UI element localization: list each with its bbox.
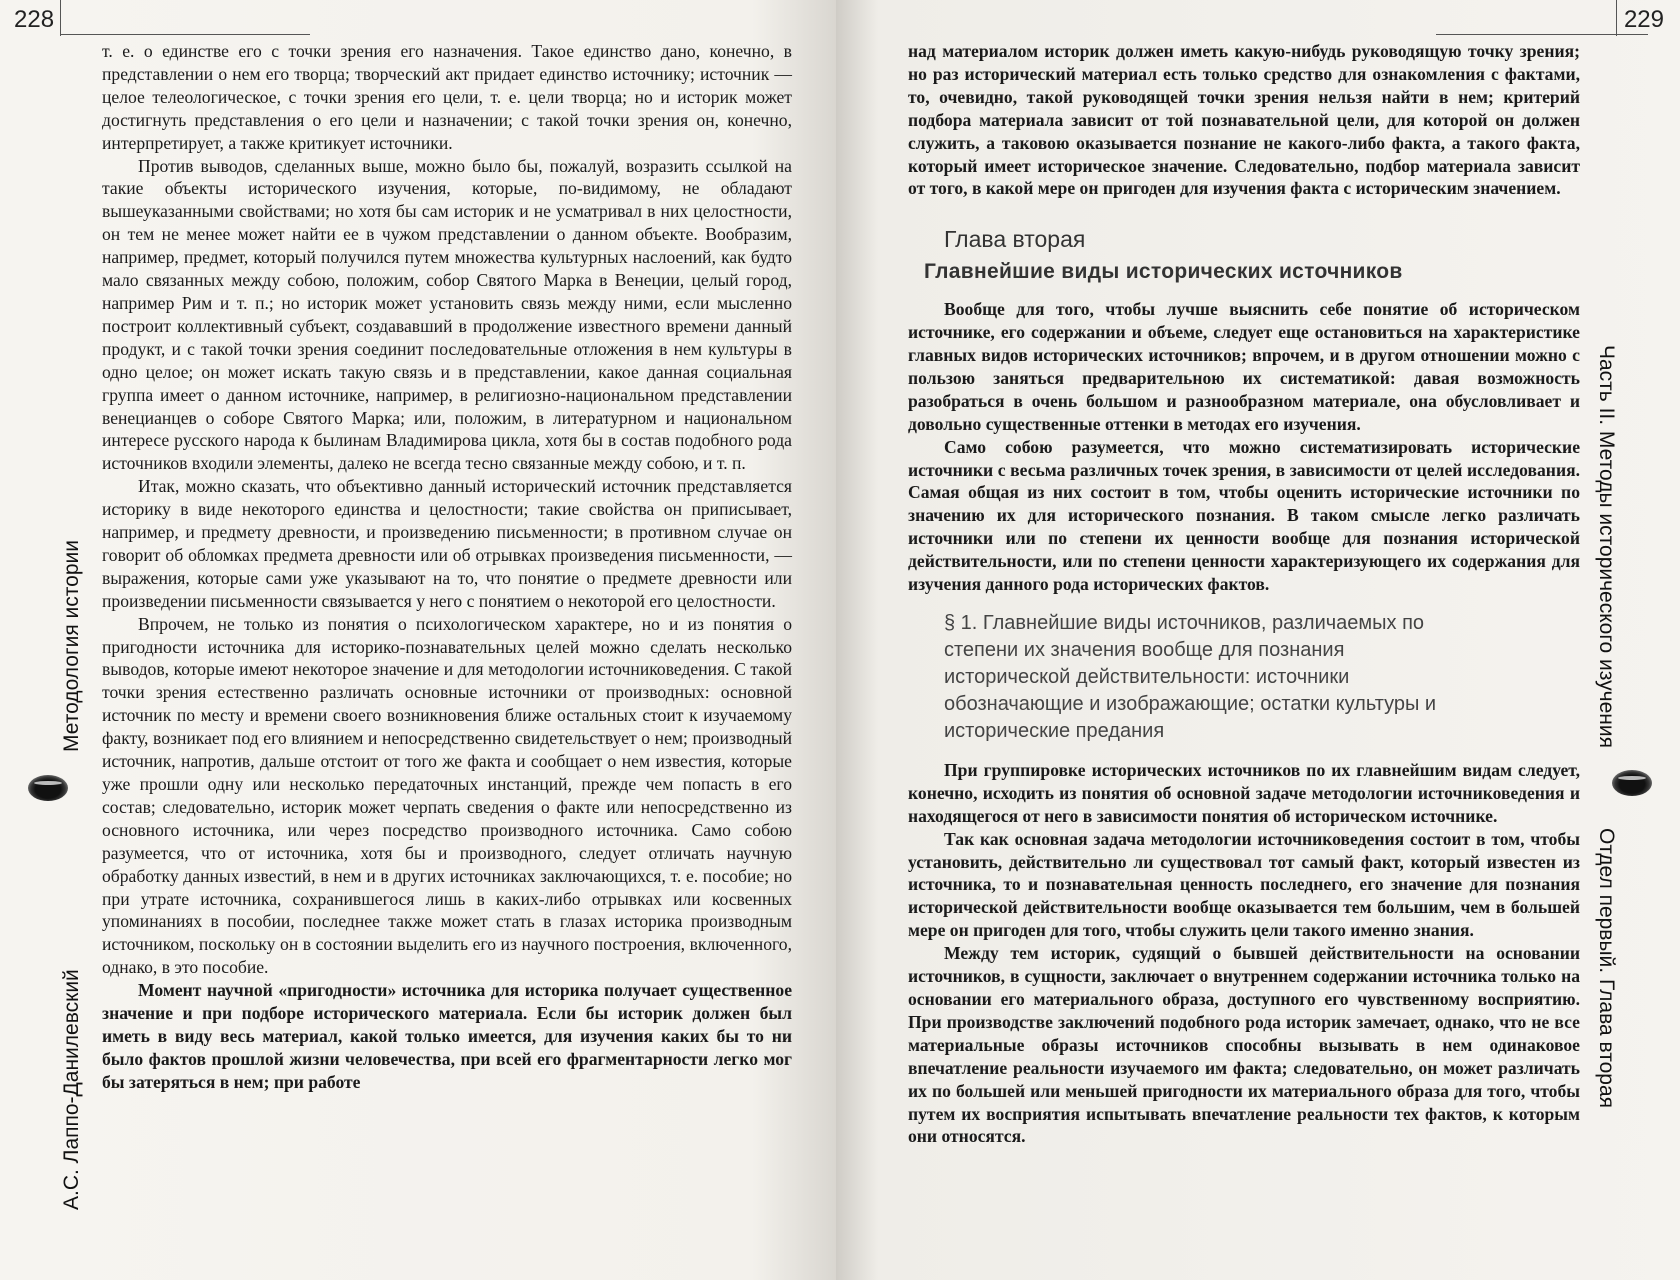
left-page-number: 228: [14, 6, 55, 33]
left-running-head: Методология истории: [60, 540, 83, 752]
section-paragraph-2: Так как основная задача методологии источниковедения состоит в том, чтобы установить, действительно ли существовал тот самый факт, который известен из источника, то и познавательная ценность последнего, его значение для познания исторической действительности вообще оказывается тем большим, чем в большей мере он пригоден для того, чтобы служить цели такого именно знания.: [908, 828, 1580, 941]
right-body-text: [908, 40, 1580, 1148]
section-paragraph-3: Между тем историк, судящий о бывшей действительности на основании источников, в сущности, заключает о внутреннем содержании источника только на основании его материального образа, доступного его чувственному восприятию. При производстве заключений подобного рода историк замечает, однако, что не все материальные образы источников способны вызывать в нем одинаковое впечатление реальности изучаемого им факта; следовательно, он может различать их по большей или меньшей пригодности их материального образа для того, чтобы путем их восприятия испытывать впечатление реальности тех фактов, к которым они относятся.: [908, 943, 1580, 1147]
publisher-logo-left: [28, 775, 68, 801]
left-paragraph-3: Итак, можно сказать, что объективно данный исторический источник представляется историку в виде некоторого единства и целостности; такие свойства он приписывает, например, и предмету древности, и произведению письменности; в противном случае он говорит об обломках предмета древности или об отрывках произведения письменности, — выражения, которые сами уже указывают на то, что понятие о предмете древности или произведении письменности связывается у него с понятием о некоторой его целостности.: [102, 476, 792, 611]
right-running-head: Часть II. Методы исторического изучения: [1595, 345, 1618, 748]
right-intro-paragraph: над материалом историк должен иметь какую-нибудь руководящую точку зрения; но раз исторический материал есть только средство для ознакомления с фактами, то, очевидно, такой руководящей точки зрения нельзя найти в нем; критерий подбора материала зависит от той познавательной цели, для которой он должен служить, а таковою оказывается познание не какого-либо факта, а такого факта, который имеет историческое значение. Следовательно, подбор материала зависит от того, в какой мере он пригоден для изучения факта с историческим значением.: [908, 41, 1580, 199]
right-page-number: 229: [1623, 6, 1664, 33]
left-header-tick: [60, 0, 61, 36]
chapter-paragraph-1: Вообще для того, чтобы лучше выяснить себе понятие об историческом источнике, его содержании и объеме, следует еще остановиться на характеристике главных видов исторических источников; впрочем, и в другом отношении можно с пользою заняться предварительною их систематикой: давая возможность разобраться в очень большом и разнообразном материале, она обусловливает и довольно существенные оттенки в методах его изучения.: [908, 299, 1580, 434]
section-title: § 1. Главнейшие виды источников, различаемых по степени их значения вообще для познания исторической действительности: источники обозначающие и изображающие; остатки культуры и исторические предания: [944, 611, 1437, 742]
left-paragraph-5: Момент научной «пригодности» источника для историка получает существенное значение и при подборе исторического материала. Если бы историк должен был иметь в виду весь материал, какой только имеется, для изучения каких бы то ни было фактов прошлой жизни человечества, при всей его фрагментарности легко мог бы затеряться в нем; при работе: [102, 980, 792, 1092]
chapter-title: Глава вторая: [944, 226, 1086, 253]
right-running-head-lower: Отдел первый. Глава вторая: [1595, 828, 1618, 1109]
left-page: [0, 0, 836, 1280]
left-paragraph-1: т. е. о единстве его с точки зрения его назначения. Такое единство дано, конечно, в представлении о нем его творца; творческий акт придает единство источнику; источник — целое телеологическое, с точки зрения его цели, т. е. цели творца; но и историк может достигнуть представления о его цели и назначении; с такой точки зрения он, конечно, интерпретирует, а также критикует источники.: [102, 41, 792, 153]
publisher-logo-right: [1612, 770, 1652, 796]
chapter-subtitle: Главнейшие виды исторических источников: [924, 260, 1403, 284]
section-paragraph-1: При группировке исторических источников по их главнейшим видам следует, конечно, исходить из понятия об основной задаче методологии источниковедения и находящегося от него в зависимости понятия об историческом источнике.: [908, 759, 1580, 826]
left-header-rule: [60, 34, 310, 35]
left-paragraph-2: Против выводов, сделанных выше, можно было бы, пожалуй, возразить ссылкой на такие объекты исторического изучения, которые, по-видимому, не обладают вышеуказанными свойствами; но хотя бы сам историк и не усматривал в них целостности, он тем не менее может найти ее в чужом представлении о данном объекте. Вообразим, например, предмет, который получился путем множества культурных наслоений, как будто мало связанных между собою, положим, собор Святого Марка в Венеции, целый город, например Рим и т. п.; но историк может установить связь между ними, если мысленно построит коллективный субъект, создававший в продолжение известного времени данный продукт, и с такой точки зрения соединит последовательные отложения в нем культуры в одно целое; он может искать такую связь и в представлении, какое данная социальная группа имеет о данном источнике, например, в религиозно-национальном представлении венецианцев о соборе Святого Марка; или, положим, в литературном и национальном интересе русского народа к былинам Владимирова цикла, хотя бы в состав подобного рода источников входили элементы, далеко не всегда тесно связанные между собою, и т. п.: [102, 155, 792, 474]
chapter-paragraph-2: Само собою разумеется, что можно систематизировать исторические источники с весьма различных точек зрения, в зависимости от целей исследования. Самая общая из них состоит в том, чтобы оценить исторические источники по значению их для исторического познания. В таком смысле легко различать источники или по степени их ценности вообще для познания исторической действительности, или по степени ценности характеризующего их содержания для изучения данного рода исторических фактов.: [908, 436, 1580, 595]
left-author: А.С. Лаппо-Данилевский: [60, 969, 83, 1210]
left-body-text: [102, 40, 792, 1094]
right-header-tick: [1616, 0, 1617, 36]
left-paragraph-4: Впрочем, не только из понятия о психологическом характере, но и из понятия о пригодности источника для историко-познавательных целей можно сделать несколько выводов, которые имеют некоторое значение и для методологии источниковедения. С такой точки зрения естественно различать основные источники от производных: основной источник по месту и времени своего возникновения ближе остальных стоит к изучаемому факту, возникает под его влиянием и непосредственно свидетельствует о нем; производный источник, напротив, дальше отстоит от того же факта и сообщает о нем известия, которые уже прошли одну или несколько передаточных инстанций, прежде чем попасть в его состав; следовательно, историк может черпать сведения о факте или непосредственно из основного источника, или через посредство производного источника. Само собою разумеется, что от источника, хотя бы и производного, следует отличать научную обработку данных известий, в нем и в других источниках заключающихся, т. е. пособие; но при утрате источника, сохранившегося лишь в каких-либо отрывках или косвенных упоминаниях в пособии, последнее также может стать в глазах историка производным источником, поскольку он в состоянии выделить его из научного построения, включенного, однако, в это пособие.: [102, 613, 792, 978]
